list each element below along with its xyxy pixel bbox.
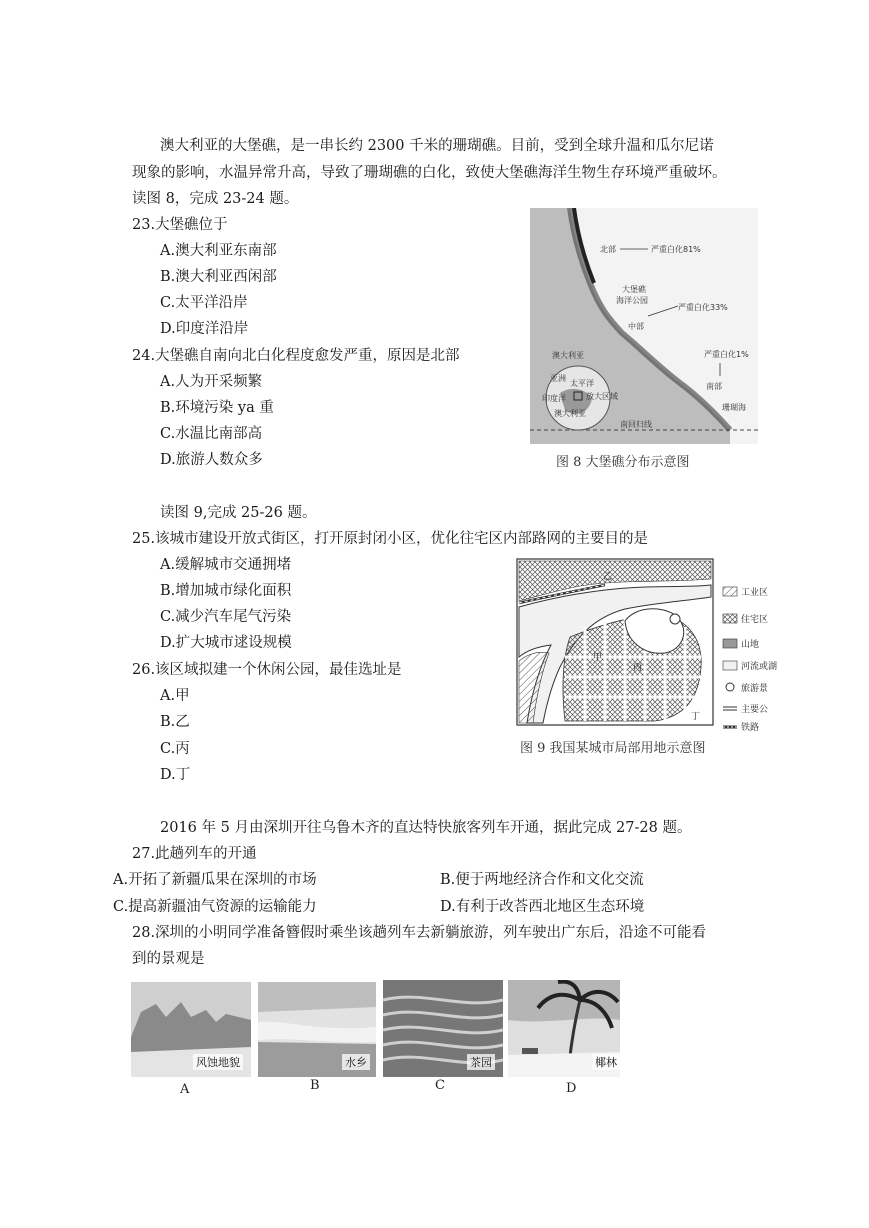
- question-27-option-b: B.便于两地经济合作和文化交流: [440, 872, 644, 888]
- photo-b-letter: B: [310, 1078, 320, 1093]
- photo-c-letter: C: [435, 1078, 445, 1093]
- photo-c-tea-garden: [383, 980, 503, 1077]
- question-24-option-b: B.环境污染 ya 重: [160, 400, 274, 416]
- legend-river: 河流或湖: [741, 662, 778, 672]
- inset-label-zoom: 放大区域: [586, 392, 618, 401]
- map-label-park-1: 大堡礁: [622, 285, 646, 294]
- inset-label-indian: 印度洋: [542, 394, 566, 403]
- photo-c-label: 茶园: [467, 1054, 495, 1070]
- map-label-middle-rate: 严重白化33%: [678, 303, 728, 312]
- question-26-stem: 26.该区域拟建一个休闲公园，最佳选址是: [132, 662, 402, 678]
- question-24-option-c: C.水温比南部高: [160, 426, 263, 442]
- intro-3-line1: 2016 年 5 月由深圳开往乌鲁木齐的直达特快旅客列车开通，据此完成 27-28 题。: [160, 820, 692, 836]
- photo-a-label: 风蚀地貌: [193, 1054, 243, 1070]
- legend-mountain: 山地: [741, 640, 760, 650]
- legend-railway: 铁路: [741, 723, 760, 733]
- question-25-option-d: D.扩大城市逑设规模: [160, 635, 292, 651]
- question-26-option-d: D.丁: [160, 767, 191, 783]
- figure-9-map: [515, 557, 787, 733]
- question-27-option-c: C.提高新疆油气资源的运输能力: [113, 899, 317, 915]
- intro-1-line2: 现象的影响，水温异常升高，导致了珊瑚礁的白化，致使大堡礁海洋生物生存环境严重破坏。: [132, 165, 727, 181]
- legend-road: 主要公: [741, 705, 769, 715]
- map-label-tropic: 南回归线: [620, 420, 652, 429]
- photo-a-letter: A: [180, 1082, 190, 1097]
- question-23-option-c: C.太平洋沿岸: [160, 295, 248, 311]
- legend-industrial: 工业区: [741, 588, 769, 598]
- figure-8-caption: 图 8 大堡礁分布示意图: [556, 455, 690, 470]
- photo-d-label: 椰林: [592, 1054, 620, 1070]
- legend-scenic: 旅游景: [741, 684, 769, 694]
- map-label-south-rate: 严重白化1%: [704, 350, 749, 359]
- question-25-option-a: A.缓解城市交通拥堵: [160, 557, 292, 573]
- mark-yi: 乙: [603, 572, 613, 582]
- map-label-north: 北部: [600, 245, 616, 254]
- question-25-option-b: B.增加城市绿化面积: [160, 583, 292, 599]
- question-23-option-b: B.澳大利亚西闲部: [160, 269, 277, 285]
- legend-residential: 住宅区: [741, 615, 769, 625]
- intro-2-line1: 读图 9,完成 25-26 题。: [160, 505, 317, 521]
- mark-bing: 丙: [633, 663, 643, 673]
- map-label-park-2: 海洋公园: [616, 296, 648, 305]
- figure-8-map: [530, 208, 758, 444]
- question-27-stem: 27.此趟列车的开通: [132, 846, 257, 862]
- question-27-option-a: A.开拓了新疆瓜果在深圳的市场: [113, 872, 317, 888]
- question-24-option-d: D.旅游人数众多: [160, 452, 263, 468]
- question-26-option-a: A.甲: [160, 688, 190, 704]
- inset-label-asia: 亚洲: [550, 374, 566, 383]
- mark-ding: 丁: [691, 712, 701, 722]
- great-barrier-reef-map: [530, 208, 758, 444]
- map-label-coral-sea: 珊瑚海: [722, 403, 746, 412]
- question-28-stem-line1: 28.深圳的小明同学准备簪假时乘坐该趟列车去新躺旅游，列车驶出广东后，沿途不可能看: [132, 925, 707, 941]
- question-27-option-d: D.有利于改荅西北地区生态环境: [440, 899, 645, 915]
- photo-d-coconut: [508, 980, 620, 1077]
- question-26-option-b: B.乙: [160, 714, 190, 730]
- intro-1-line3: 读图 8，完成 23-24 题。: [132, 191, 299, 207]
- map-label-australia: 澳大利亚: [552, 351, 584, 360]
- question-23-option-d: D.印度洋沿岸: [160, 321, 249, 337]
- intro-1-line1: 澳大利亚的大堡礁，是一串长约 2300 千米的珊瑚礁。目前，受到全球升温和瓜尔尼诺: [160, 138, 714, 154]
- question-28-stem-line2: 到的景观是: [132, 951, 205, 967]
- map-label-north-rate: 严重白化81%: [651, 245, 701, 254]
- question-24-option-a: A.人为开采频繁: [160, 374, 263, 390]
- photo-b-label: 水乡: [342, 1054, 370, 1070]
- map-label-middle: 中部: [628, 322, 644, 331]
- photo-a-wind-erosion: [131, 982, 251, 1077]
- photo-d-letter: D: [566, 1081, 577, 1096]
- photo-b-water-town: [258, 982, 376, 1077]
- inset-label-pacific: 太平洋: [570, 379, 594, 388]
- figure-9-legend: [723, 586, 777, 733]
- mark-jia: 甲: [593, 653, 603, 663]
- question-23-option-a: A.澳大利亚东南部: [160, 243, 277, 259]
- question-23-stem: 23.大堡礁位于: [132, 217, 228, 233]
- question-26-option-c: C.丙: [160, 741, 190, 757]
- question-25-stem: 25.该城市建设开放式街区，打开原封闭小区，优化往宅区内部路网的主要目的是: [132, 531, 649, 547]
- city-land-use-map: [515, 557, 787, 733]
- question-24-stem: 24.大堡礁自南向北白化程度愈发严重，原因是北部: [132, 348, 460, 364]
- map-label-south: 南部: [706, 382, 722, 391]
- figure-9-caption: 图 9 我国某城市局部用地示意图: [520, 741, 706, 756]
- inset-label-australia: 澳大利亚: [554, 409, 586, 418]
- question-25-option-c: C.减少汽车尾气污染: [160, 609, 292, 625]
